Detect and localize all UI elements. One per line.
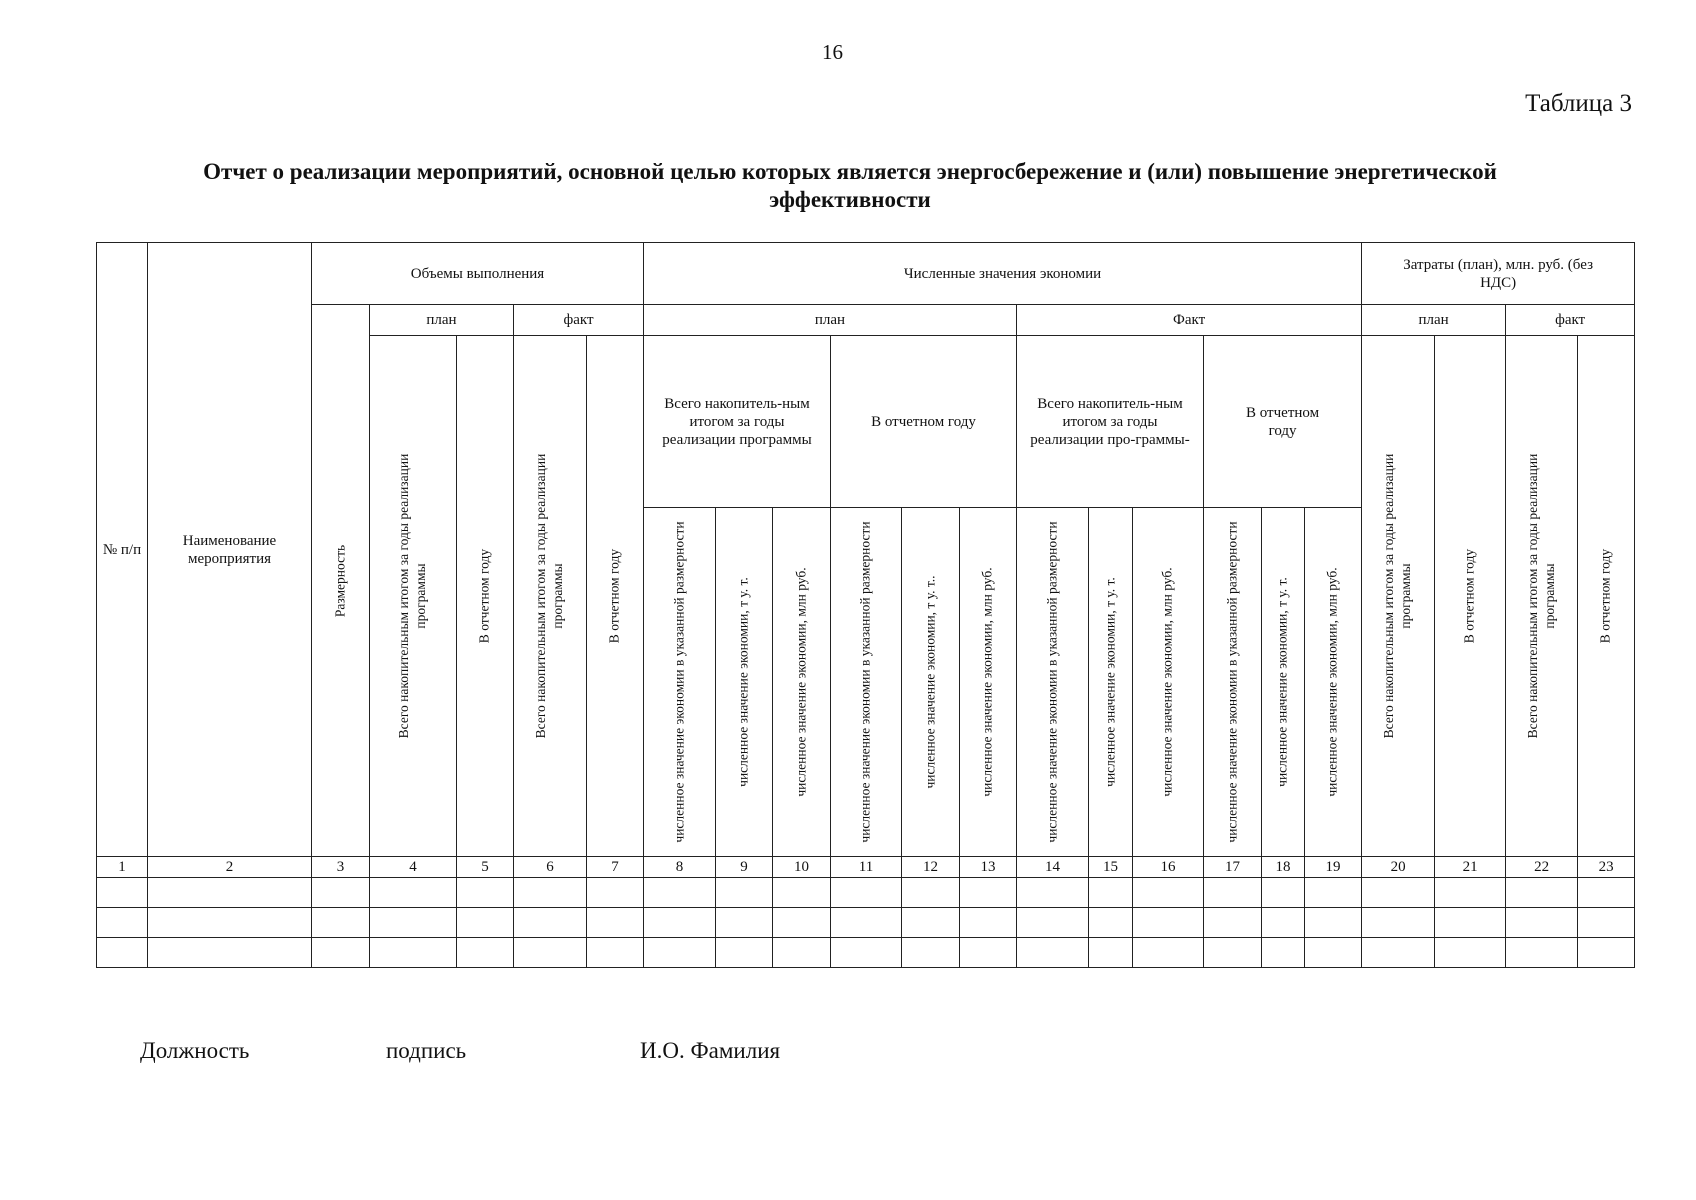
header-costs-fact-label: факт bbox=[1555, 312, 1586, 328]
header-col-22 bbox=[1506, 336, 1578, 857]
table-cell bbox=[1017, 878, 1089, 908]
table-cell bbox=[1262, 878, 1305, 908]
table-cell bbox=[148, 878, 312, 908]
header-savings-label: Численные значения экономии bbox=[903, 265, 1102, 282]
column-number: 8 bbox=[644, 857, 716, 878]
table-cell bbox=[514, 908, 587, 938]
table-cell bbox=[1305, 878, 1362, 908]
header-col-6 bbox=[514, 336, 587, 857]
column-number: 17 bbox=[1204, 857, 1262, 878]
header-volumes-plan bbox=[370, 305, 514, 336]
column-number: 23 bbox=[1578, 857, 1635, 878]
column-number: 3 bbox=[312, 857, 370, 878]
header-savings-fact bbox=[1017, 305, 1362, 336]
table-cell bbox=[1089, 938, 1133, 968]
header-cumulative-plan bbox=[644, 336, 831, 508]
table-cell bbox=[514, 878, 587, 908]
column-number: 20 bbox=[1362, 857, 1435, 878]
header-col-13-label: численное значение экономии, млн руб. bbox=[979, 567, 995, 797]
table-cell bbox=[716, 938, 773, 968]
table-cell bbox=[1204, 908, 1262, 938]
header-dimension bbox=[312, 305, 370, 857]
table-cell bbox=[97, 938, 148, 968]
table-cell bbox=[514, 938, 587, 968]
table-cell bbox=[1362, 938, 1435, 968]
header-costs bbox=[1362, 243, 1635, 305]
table-cell bbox=[644, 878, 716, 908]
table-cell bbox=[1204, 878, 1262, 908]
header-col-10-label: численное значение экономии, млн руб. bbox=[793, 567, 809, 797]
table-cell bbox=[716, 878, 773, 908]
signature-sign: подпись bbox=[386, 1038, 467, 1063]
table-cell bbox=[1362, 908, 1435, 938]
header-col-9 bbox=[716, 508, 773, 857]
header-col-4 bbox=[370, 336, 457, 857]
header-col-16 bbox=[1133, 508, 1204, 857]
table-cell bbox=[1578, 908, 1635, 938]
header-col-7-label: В отчетном году bbox=[606, 548, 622, 644]
header-col-15 bbox=[1089, 508, 1133, 857]
header-volumes-plan-label: план bbox=[426, 312, 457, 328]
column-number: 9 bbox=[716, 857, 773, 878]
header-cumulative-plan-label: Всего накопитель-ным итогом за годы реализации программы bbox=[662, 395, 812, 448]
column-number: 22 bbox=[1506, 857, 1578, 878]
column-number: 14 bbox=[1017, 857, 1089, 878]
header-col-10 bbox=[773, 508, 831, 857]
table-cell bbox=[1017, 908, 1089, 938]
header-report-year-plan-label: В отчетном году bbox=[871, 413, 976, 430]
header-col-17-label: численное значение экономии в указанной размерности bbox=[1224, 521, 1240, 843]
header-col-5-label: В отчетном году bbox=[476, 548, 492, 644]
header-volumes-label: Объемы выполнения bbox=[410, 265, 545, 282]
header-col-6-label: Всего накопительным итогом за годы реализации программы bbox=[533, 453, 565, 739]
table-cell bbox=[370, 878, 457, 908]
table-cell bbox=[312, 908, 370, 938]
column-number: 6 bbox=[514, 857, 587, 878]
column-number: 4 bbox=[370, 857, 457, 878]
header-col-19-label: численное значение экономии, млн руб. bbox=[1324, 567, 1340, 797]
header-report-year-fact bbox=[1204, 336, 1362, 508]
table-cell bbox=[1017, 938, 1089, 968]
header-col-15-label: численное значение экономии, т у. т. bbox=[1102, 577, 1118, 787]
table-cell bbox=[1435, 908, 1506, 938]
table-cell bbox=[312, 938, 370, 968]
header-dimension-label: Размерность bbox=[332, 544, 348, 617]
table-cell bbox=[1506, 908, 1578, 938]
column-number: 19 bbox=[1305, 857, 1362, 878]
header-savings-plan bbox=[644, 305, 1017, 336]
header-col-8 bbox=[644, 508, 716, 857]
column-number: 13 bbox=[960, 857, 1017, 878]
column-number: 12 bbox=[902, 857, 960, 878]
header-costs-plan bbox=[1362, 305, 1506, 336]
table-cell bbox=[1262, 938, 1305, 968]
header-col-9-label: численное значение экономии, т у. т. bbox=[735, 577, 751, 787]
table-cell bbox=[960, 908, 1017, 938]
header-savings bbox=[644, 243, 1362, 305]
header-col-21-label: В отчетном году bbox=[1461, 548, 1477, 644]
title-line-1: Отчет о реализации мероприятий, основной целью которых является энергосбережение и (или) повышение энергетической bbox=[203, 159, 1497, 184]
header-col-8-label: численное значение экономии в указанной размерности bbox=[671, 521, 687, 843]
table-cell bbox=[960, 938, 1017, 968]
table-cell bbox=[1506, 878, 1578, 908]
document-title bbox=[70, 158, 1630, 214]
header-col-14-label: численное значение экономии в указанной размерности bbox=[1044, 521, 1060, 843]
table-cell bbox=[773, 878, 831, 908]
header-col-11-label: численное значение экономии в указанной размерности bbox=[857, 521, 873, 843]
column-number: 15 bbox=[1089, 857, 1133, 878]
table-cell bbox=[457, 938, 514, 968]
table-cell bbox=[831, 938, 902, 968]
header-col-12-label: численное значение экономии, т у. т.. bbox=[922, 575, 938, 789]
table-cell bbox=[370, 938, 457, 968]
table-cell bbox=[902, 878, 960, 908]
table-cell bbox=[148, 938, 312, 968]
header-col-20-label: Всего накопительным итогом за годы реализации программы bbox=[1381, 453, 1414, 739]
header-col-22-label: Всего накопительным итогом за годы реализации программы bbox=[1524, 453, 1557, 739]
table-cell bbox=[370, 908, 457, 938]
header-costs-plan-label: план bbox=[1418, 312, 1449, 328]
header-col-11 bbox=[831, 508, 902, 857]
header-col-20 bbox=[1362, 336, 1435, 857]
table-cell bbox=[716, 908, 773, 938]
header-volumes bbox=[312, 243, 644, 305]
column-number: 18 bbox=[1262, 857, 1305, 878]
report-table bbox=[96, 242, 1635, 968]
header-row-1 bbox=[97, 243, 1635, 305]
table-cell bbox=[587, 908, 644, 938]
header-cumulative-fact-label: Всего накопитель-ным итогом за годы реализации про-граммы- bbox=[1030, 395, 1190, 448]
table-cell bbox=[1133, 938, 1204, 968]
header-volumes-fact-label: факт bbox=[563, 312, 594, 328]
signature-name: И.О. Фамилия bbox=[640, 1038, 781, 1063]
table-cell bbox=[457, 878, 514, 908]
table-cell bbox=[457, 908, 514, 938]
table-cell bbox=[1262, 908, 1305, 938]
column-number: 7 bbox=[587, 857, 644, 878]
table-cell bbox=[587, 878, 644, 908]
table-cell bbox=[1089, 908, 1133, 938]
table-cell bbox=[831, 878, 902, 908]
column-number: 2 bbox=[148, 857, 312, 878]
header-col-21 bbox=[1435, 336, 1506, 857]
table-row bbox=[97, 908, 1635, 938]
column-numbers-row bbox=[97, 857, 1635, 878]
header-savings-plan-label: план bbox=[814, 312, 846, 328]
header-col-19 bbox=[1305, 508, 1362, 857]
table-cell bbox=[1089, 878, 1133, 908]
page-number: 16 bbox=[822, 40, 843, 64]
table-cell bbox=[644, 938, 716, 968]
table-cell bbox=[1506, 938, 1578, 968]
table-cell bbox=[587, 938, 644, 968]
table-cell bbox=[1133, 878, 1204, 908]
table-cell bbox=[960, 878, 1017, 908]
header-report-year-fact-label: В отчетном году bbox=[1246, 404, 1320, 439]
column-number: 10 bbox=[773, 857, 831, 878]
header-col-23-label: В отчетном году bbox=[1597, 548, 1613, 644]
table-row bbox=[97, 878, 1635, 908]
header-name-label: Наименование мероприятия bbox=[182, 532, 277, 567]
table-cell bbox=[312, 878, 370, 908]
table-cell bbox=[773, 908, 831, 938]
table-cell bbox=[148, 908, 312, 938]
column-number: 5 bbox=[457, 857, 514, 878]
column-number: 21 bbox=[1435, 857, 1506, 878]
header-name bbox=[148, 243, 312, 857]
table-row bbox=[97, 938, 1635, 968]
table-cell bbox=[831, 908, 902, 938]
header-col-12 bbox=[902, 508, 960, 857]
table-cell bbox=[902, 908, 960, 938]
header-col-13 bbox=[960, 508, 1017, 857]
column-number: 16 bbox=[1133, 857, 1204, 878]
column-number: 11 bbox=[831, 857, 902, 878]
table-cell bbox=[1204, 938, 1262, 968]
title-line-2: эффективности bbox=[769, 187, 931, 212]
table-cell bbox=[1305, 908, 1362, 938]
header-num-label: № п/п bbox=[102, 541, 142, 558]
table-cell bbox=[1578, 938, 1635, 968]
header-savings-fact-label: Факт bbox=[1172, 312, 1206, 328]
header-col-14 bbox=[1017, 508, 1089, 857]
table-cell bbox=[1133, 908, 1204, 938]
header-col-23 bbox=[1578, 336, 1635, 857]
table-cell bbox=[97, 908, 148, 938]
header-col-18 bbox=[1262, 508, 1305, 857]
header-report-year-plan bbox=[831, 336, 1017, 508]
table-label: Таблица 3 bbox=[1525, 90, 1632, 117]
table-cell bbox=[773, 938, 831, 968]
table-cell bbox=[97, 878, 148, 908]
header-costs-label: Затраты (план), млн. руб. (без НДС) bbox=[1403, 256, 1594, 291]
table-cell bbox=[902, 938, 960, 968]
table-cell bbox=[1362, 878, 1435, 908]
header-col-17 bbox=[1204, 508, 1262, 857]
header-col-5 bbox=[457, 336, 514, 857]
table-cell bbox=[1578, 878, 1635, 908]
header-costs-fact bbox=[1506, 305, 1635, 336]
table-cell bbox=[1435, 878, 1506, 908]
table-cell bbox=[1305, 938, 1362, 968]
header-col-16-label: численное значение экономии, млн руб. bbox=[1159, 567, 1175, 797]
header-col-7 bbox=[587, 336, 644, 857]
header-col-18-label: численное значение экономии, т у. т. bbox=[1274, 577, 1290, 787]
column-number: 1 bbox=[97, 857, 148, 878]
header-col-4-label: Всего накопительным итогом за годы реализации программы bbox=[396, 453, 428, 739]
header-num bbox=[97, 243, 148, 857]
header-row-2 bbox=[97, 305, 1635, 336]
signature-position: Должность bbox=[140, 1038, 250, 1063]
header-cumulative-fact bbox=[1017, 336, 1204, 508]
header-volumes-fact bbox=[514, 305, 644, 336]
table-cell bbox=[644, 908, 716, 938]
table-cell bbox=[1435, 938, 1506, 968]
